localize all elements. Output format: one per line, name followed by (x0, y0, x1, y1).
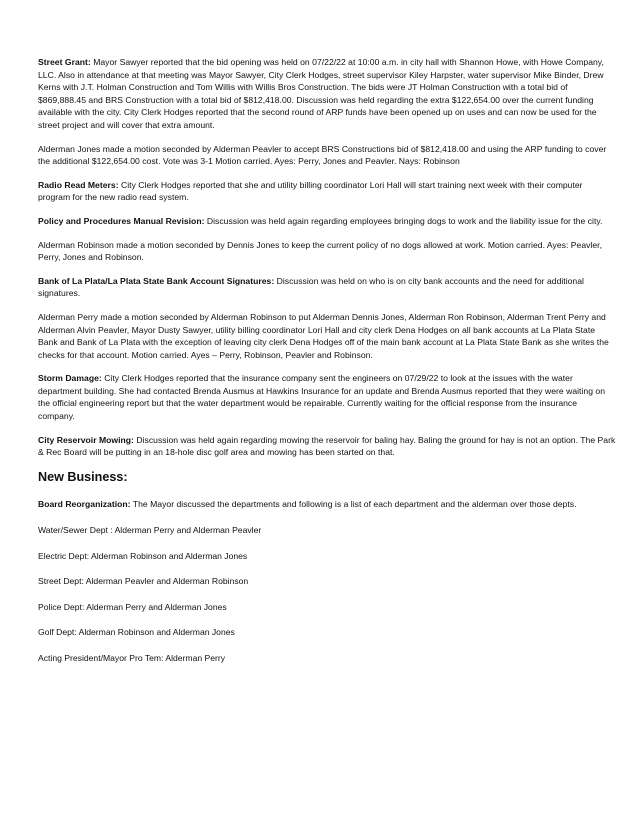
dept-water-sewer: Water/Sewer Dept : Alderman Perry and Alderman Peavler (38, 525, 262, 536)
paragraph-bank (38, 275, 616, 300)
paragraph-reservoir (38, 434, 616, 459)
dept-electric: Electric Dept: Alderman Robinson and Alderman Jones (38, 550, 248, 561)
text-board-reorg: The Mayor discussed the departments and following is a list of each department and the alderman over those depts. (130, 498, 577, 509)
heading-board-reorg: Board Reorganization: (38, 498, 131, 509)
paragraph-radio-read (38, 179, 616, 204)
text-street-grant: Mayor Sawyer reported that the bid opening was held on 07/22/22 at 10:00 a.m. in city hall with Shannon Howe, with Howe Company, LLC. Also in attendance at that meeting was Mayor Sawyer, City Clerk Hodges, street supervisor Kiley Harpster, water supervisor Mike Binder, Drew Kerns with J.T. Holman Construction and Tom Willis with Willis Bros Construction. The bids were JT Holman Construction with a total bid of $869,888.45 and BRS Construction with a total bid of $812,418.00. Discussion was held regarding the extra $122,654.00 over the current funding available with the city. City Clerk Hodges reported that the second round of ARP funds have been opened up on uses and can now be used for the street project and will cover that extra amount. (38, 57, 604, 130)
heading-storm: Storm Damage: (38, 373, 102, 384)
paragraph-motion-dogs (38, 239, 616, 264)
paragraph-motion-bank (38, 311, 616, 361)
text-reservoir: Discussion was held again regarding mowing the reservoir for baling hay. Baling the ground for hay is not an option. The Park & Rec Board will be putting in an 18-hole disc golf area and mowing has been started on that. (38, 434, 616, 458)
dept-police: Police Dept: Alderman Perry and Alderman Jones (38, 601, 227, 612)
dept-golf: Golf Dept: Alderman Robinson and Alderman Jones (38, 627, 235, 638)
paragraph-policy (38, 215, 616, 228)
paragraph-street-grant (38, 56, 616, 132)
paragraph-board-reorg (38, 498, 616, 511)
text-motion-bank: Alderman Perry made a motion seconded by Alderman Robinson to put Alderman Dennis Jones, Alderman Ron Robinson, Alderman Trent Perry and Alderman Alvin Peavler, Mayor Dusty Sawyer, utility billing coordinator Lori Hall and city clerk Dena Hodges on all bank accounts at La Plata State Bank and Bank of La Plata with the exception of leaving city clerk Dena Hodges off of the main bank account at La Plata State Bank as she writes the checks for that account. Motion carried. Ayes – Perry, Robinson, Peavler and Robinson. (38, 311, 609, 360)
heading-policy: Policy and Procedures Manual Revision: (38, 215, 205, 226)
paragraph-storm (38, 372, 616, 422)
heading-reservoir: City Reservoir Mowing: (38, 434, 134, 445)
new-business-heading: New Business: (38, 469, 128, 484)
heading-radio-read: Radio Read Meters: (38, 179, 119, 190)
text-motion-brs: Alderman Jones made a motion seconded by Alderman Peavler to accept BRS Constructions bid of $812,418.00 and using the ARP funding to cover the additional $122,654.00 cost. Vote was 3-1 Motion carried. Ayes: Perry, Jones and Peavler. Nays: Robinson (38, 143, 607, 167)
dept-street: Street Dept: Alderman Peavler and Alderman Robinson (38, 576, 249, 587)
heading-street-grant: Street Grant: (38, 57, 91, 67)
text-storm: City Clerk Hodges reported that the insurance company sent the engineers on 07/29/22 to look at the issues with the water department building. She had contacted Brenda Ausmus at Hawkins Insurance for an update and Brenda Ausmus reported that they were waiting on the official engineering report but that the water department would be repairable. Currently waiting for the official response from the insurance company. (38, 373, 605, 422)
text-radio-read: City Clerk Hodges reported that she and utility billing coordinator Lori Hall will start training next week with their computer program for the new radio read system. (38, 179, 583, 203)
dept-mayor-pro-tem: Acting President/Mayor Pro Tem: Alderman Perry (38, 652, 226, 663)
text-policy: Discussion was held again regarding employees bringing dogs to work and the liability issue for the city. (204, 215, 603, 226)
text-bank: Discussion was held on who is on city bank accounts and the need for additional signatures. (38, 275, 584, 299)
paragraph-motion-brs (38, 143, 616, 168)
text-motion-dogs: Alderman Robinson made a motion seconded by Dennis Jones to keep the current policy of no dogs allowed at work. Motion carried. Ayes: Peavler, Perry, Jones and Robinson. (38, 239, 602, 263)
heading-bank: Bank of La Plata/La Plata State Bank Account Signatures: (38, 275, 275, 286)
